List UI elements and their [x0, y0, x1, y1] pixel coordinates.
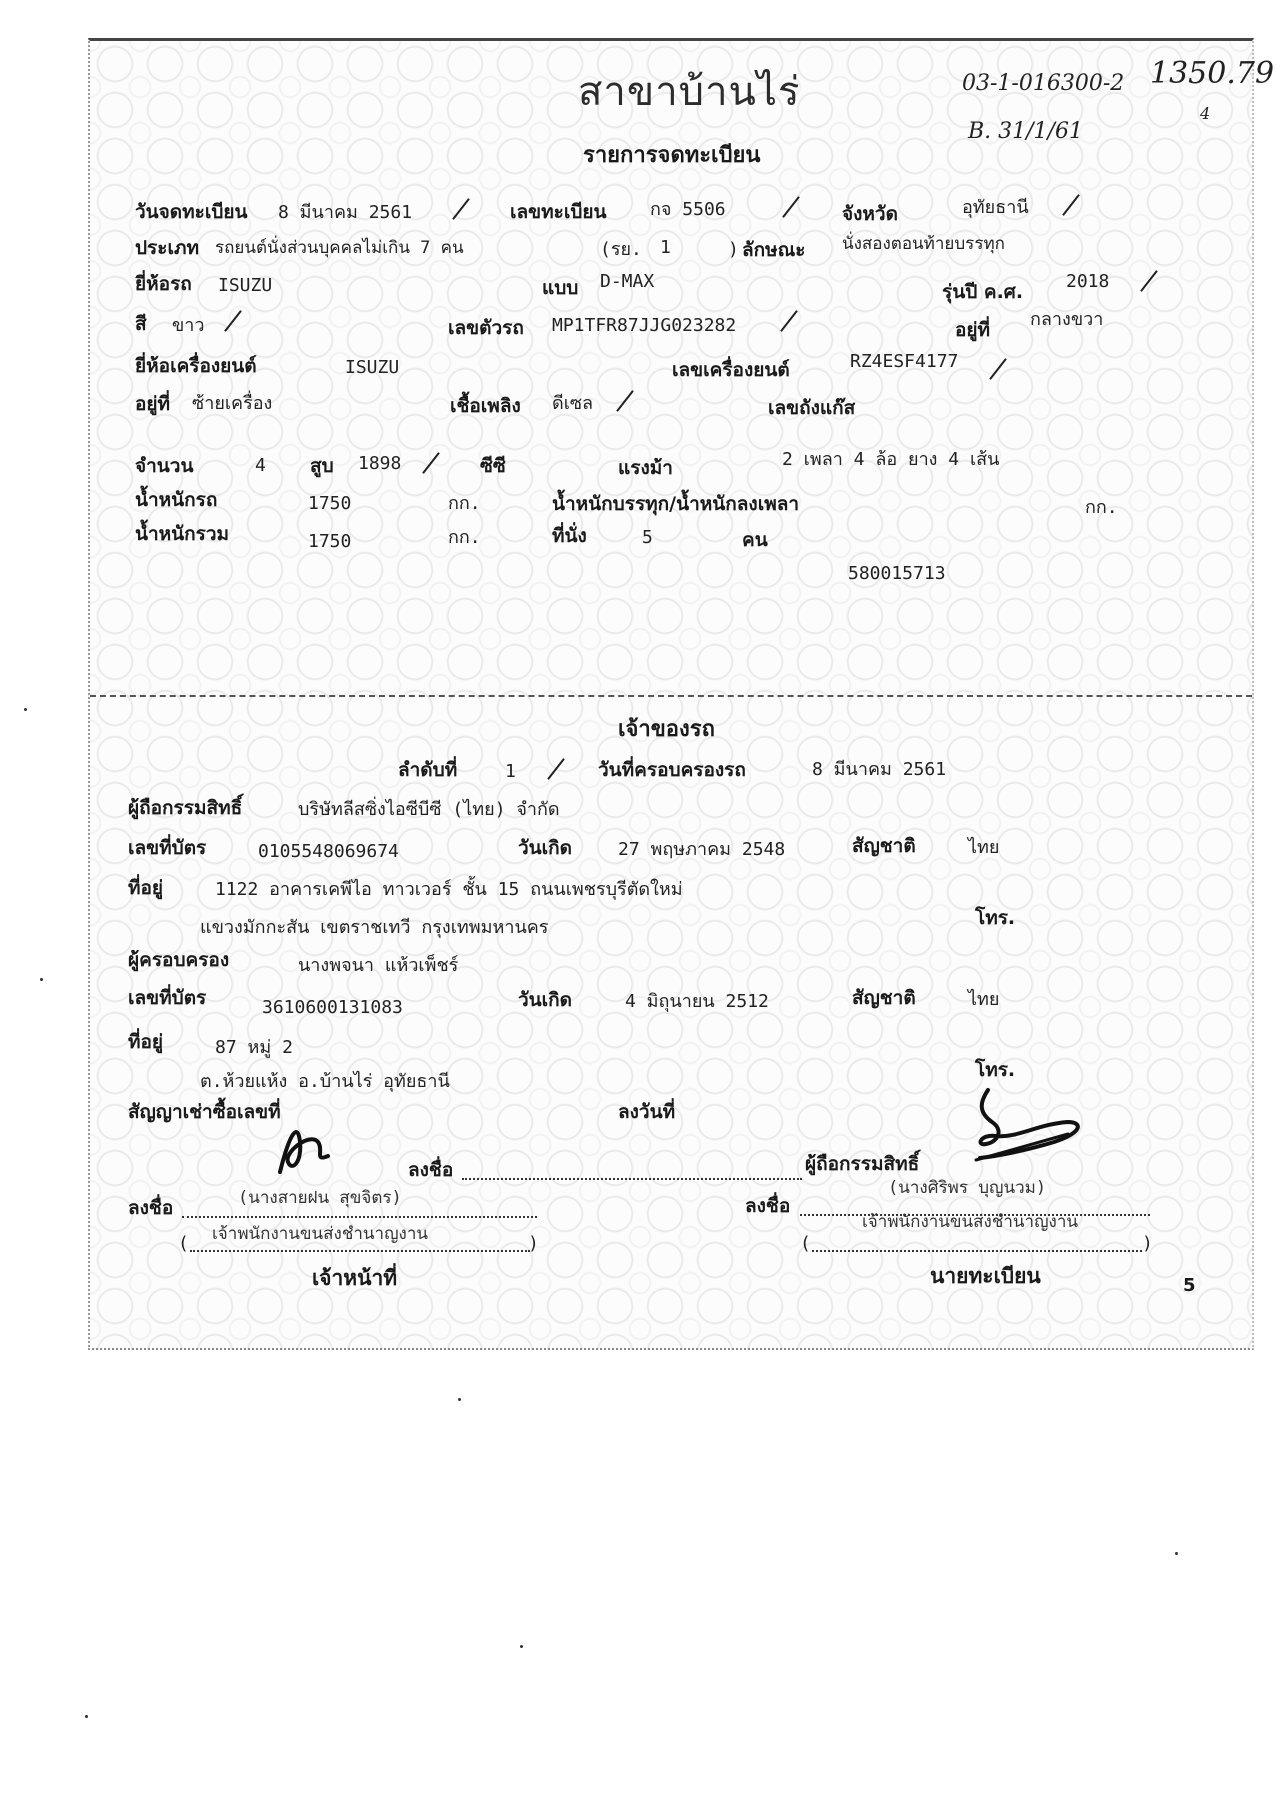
registrar-role: นายทะเบียน	[930, 1264, 1041, 1288]
holder-address-label: ที่อยู่	[128, 877, 164, 899]
total-weight-label: น้ำหนักรวม	[135, 523, 230, 545]
officer-signature-mark	[270, 1112, 340, 1182]
holder-nationality-value: ไทย	[968, 837, 1000, 858]
possessor-label: ผู้ครอบครอง	[128, 949, 230, 971]
holder-nationality-label: สัญชาติ	[852, 835, 916, 857]
cc-label: ซีซี	[480, 455, 506, 477]
scan-speck	[458, 1398, 461, 1401]
weight-value: 1750	[308, 493, 352, 514]
scan-speck	[1175, 1552, 1178, 1555]
chassis-location-label: อยู่ที่	[955, 319, 991, 341]
color-label: สี	[135, 313, 147, 335]
color-value: ขาว	[172, 315, 205, 336]
style-label: ลักษณะ	[742, 239, 806, 261]
registrar-sign-label: ลงชื่อ	[745, 1195, 791, 1217]
registrar-name: (นางศิริพร บุญนวม)	[888, 1178, 1047, 1198]
handwritten-ref-sub: 4	[1200, 104, 1211, 123]
cc-value: 1898	[358, 453, 402, 474]
engine-no-label: เลขเครื่องยนต์	[672, 359, 790, 381]
scan-speck	[520, 1645, 523, 1648]
registrar-signature-mark	[958, 1082, 1098, 1177]
holder-sign-label: ลงชื่อ	[408, 1159, 454, 1181]
scan-speck	[85, 1715, 88, 1718]
holder-address-line1: 1122 อาคารเคพีไอ ทาวเวอร์ ชั้น 15 ถนนเพชรบุรีตัดใหม่	[215, 879, 683, 900]
registrar-title-open: (	[800, 1233, 811, 1254]
chassis-label: เลขตัวรถ	[448, 317, 524, 339]
possessor-address-line1: 87 หมู่ 2	[215, 1037, 293, 1058]
persons-label: คน	[742, 529, 768, 551]
holder-value: บริษัทลีสซิ่งไอซีบีซี (ไทย) จำกัด	[298, 799, 560, 820]
possessor-nationality-label: สัญชาติ	[852, 987, 916, 1009]
officer-title-open: (	[178, 1233, 189, 1254]
load-weight-label: น้ำหนักบรรทุก/น้ำหนักลงเพลา	[552, 493, 800, 515]
load-weight-unit: กก.	[1085, 497, 1118, 518]
reg-date-label: วันจดทะเบียน	[135, 201, 248, 223]
officer-title-close: )	[528, 1233, 539, 1254]
branch-stamp: สาขาบ้านไร่	[578, 69, 801, 115]
possessor-dob-label: วันเกิด	[518, 989, 572, 1011]
holder-dob-value: 27 พฤษภาคม 2548	[618, 839, 786, 860]
officer-name: (นางสายฝน สุขจิตร)	[238, 1188, 402, 1208]
possessor-dob-value: 4 มิถุนายน 2512	[625, 991, 769, 1012]
possessor-address-label: ที่อยู่	[128, 1031, 164, 1053]
model-label: แบบ	[542, 277, 579, 299]
possessor-tel-label: โทร.	[975, 1059, 1016, 1081]
cylinders-value: 4	[255, 455, 266, 476]
holder-id-value: 0105548069674	[258, 841, 399, 862]
axles-value: 2 เพลา 4 ล้อ ยาง 4 เส้น	[782, 449, 1000, 470]
possession-date-value: 8 มีนาคม 2561	[812, 759, 947, 780]
possessor-value: นางพจนา แห้วเพ็ชร์	[298, 955, 459, 976]
class-number: 1	[660, 237, 671, 258]
class-close: )	[728, 239, 739, 260]
handwritten-ref-line2: B. 31/1/61	[968, 119, 1083, 144]
holder-id-label: เลขที่บัตร	[128, 837, 207, 859]
registrar-title: เจ้าพนักงานขนส่งชำนาญงาน	[862, 1212, 1079, 1232]
class-open: (รย.	[600, 239, 642, 260]
section-divider	[90, 695, 1252, 697]
page-number: 5	[1183, 1275, 1196, 1296]
officer-sign-label: ลงชื่อ	[128, 1197, 174, 1219]
possessor-address-line2: ต.ห้วยแห้ง อ.บ้านไร่ อุทัยธานี	[200, 1071, 450, 1092]
seats-label: ที่นั่ง	[552, 525, 587, 547]
document-serial: 580015713	[848, 563, 946, 584]
registrar-title-close: )	[1142, 1233, 1153, 1254]
fuel-value: ดีเซล	[552, 393, 594, 414]
chassis-value: MP1TFR87JJG023282	[552, 315, 737, 336]
year-value: 2018	[1066, 271, 1110, 292]
chassis-location-value: กลางขวา	[1030, 309, 1104, 330]
engine-brand-value: ISUZU	[345, 357, 400, 378]
registration-title: รายการจดทะเบียน	[583, 143, 761, 168]
scan-speck	[40, 978, 43, 981]
holder-address-line2: แขวงมักกะสัน เขตราชเทวี กรุงเทพมหานคร	[200, 917, 549, 938]
count-label: จำนวน	[135, 455, 194, 477]
fuel-label: เชื้อเพลิง	[450, 395, 521, 417]
holder-tel-label: โทร.	[975, 907, 1016, 929]
owner-title: เจ้าของรถ	[618, 717, 715, 742]
handwritten-ref-amount: 1350.79	[1150, 56, 1275, 91]
reg-date-value: 8 มีนาคม 2561	[278, 202, 413, 223]
scan-speck	[24, 708, 27, 711]
model-value: D-MAX	[600, 271, 655, 292]
registrar-title-line	[812, 1250, 1142, 1252]
engine-no-value: RZ4ESF4177	[850, 351, 959, 372]
handwritten-ref-line1: 03-1-016300-2	[962, 71, 1125, 96]
officer-role: เจ้าหน้าที่	[312, 1266, 398, 1290]
brand-label: ยี่ห้อรถ	[135, 273, 192, 295]
province-label: จังหวัด	[842, 203, 898, 225]
weight-unit: กก.	[448, 493, 481, 514]
engine-location-label: อยู่ที่	[135, 393, 171, 415]
officer-title: เจ้าพนักงานขนส่งชำนาญงาน	[212, 1224, 429, 1244]
holder-label: ผู้ถือกรรมสิทธิ์	[128, 797, 243, 819]
style-value: นั่งสองตอนท้ายบรรทุก	[842, 234, 1005, 254]
holder-sign-role: ผู้ถือกรรมสิทธิ์	[805, 1153, 920, 1175]
type-value: รถยนต์นั่งส่วนบุคคลไม่เกิน 7 คน	[215, 238, 464, 258]
officer-title-line	[190, 1250, 530, 1252]
horsepower-label: แรงม้า	[618, 457, 673, 479]
sequence-value: 1	[505, 761, 516, 782]
possession-date-label: วันที่ครอบครองรถ	[598, 759, 746, 781]
sequence-label: ลำดับที่	[398, 759, 458, 781]
total-weight-value: 1750	[308, 531, 352, 552]
gas-tank-label: เลขถังแก๊ส	[768, 397, 856, 419]
brand-value: ISUZU	[218, 275, 273, 296]
possessor-id-value: 3610600131083	[262, 997, 403, 1018]
province-value: อุทัยธานี	[962, 197, 1029, 218]
weight-label: น้ำหนักรถ	[135, 489, 218, 511]
reg-no-value: กจ 5506	[650, 199, 726, 220]
lease-contract-label: สัญญาเช่าซื้อเลขที่	[128, 1101, 281, 1123]
sign-date-label: ลงวันที่	[618, 1101, 676, 1123]
reg-no-label: เลขทะเบียน	[510, 201, 607, 223]
possessor-nationality-value: ไทย	[968, 989, 1000, 1010]
total-weight-unit: กก.	[448, 527, 481, 548]
officer-sign-line	[182, 1216, 537, 1218]
holder-sign-line	[462, 1178, 802, 1180]
engine-brand-label: ยี่ห้อเครื่องยนต์	[135, 355, 257, 377]
holder-dob-label: วันเกิด	[518, 837, 572, 859]
cylinders-label: สูบ	[310, 455, 334, 477]
engine-location-value: ซ้ายเครื่อง	[192, 393, 273, 414]
possessor-id-label: เลขที่บัตร	[128, 987, 207, 1009]
year-label: รุ่นปี ค.ศ.	[942, 281, 1024, 303]
type-label: ประเภท	[135, 237, 200, 259]
seats-value: 5	[642, 527, 653, 548]
